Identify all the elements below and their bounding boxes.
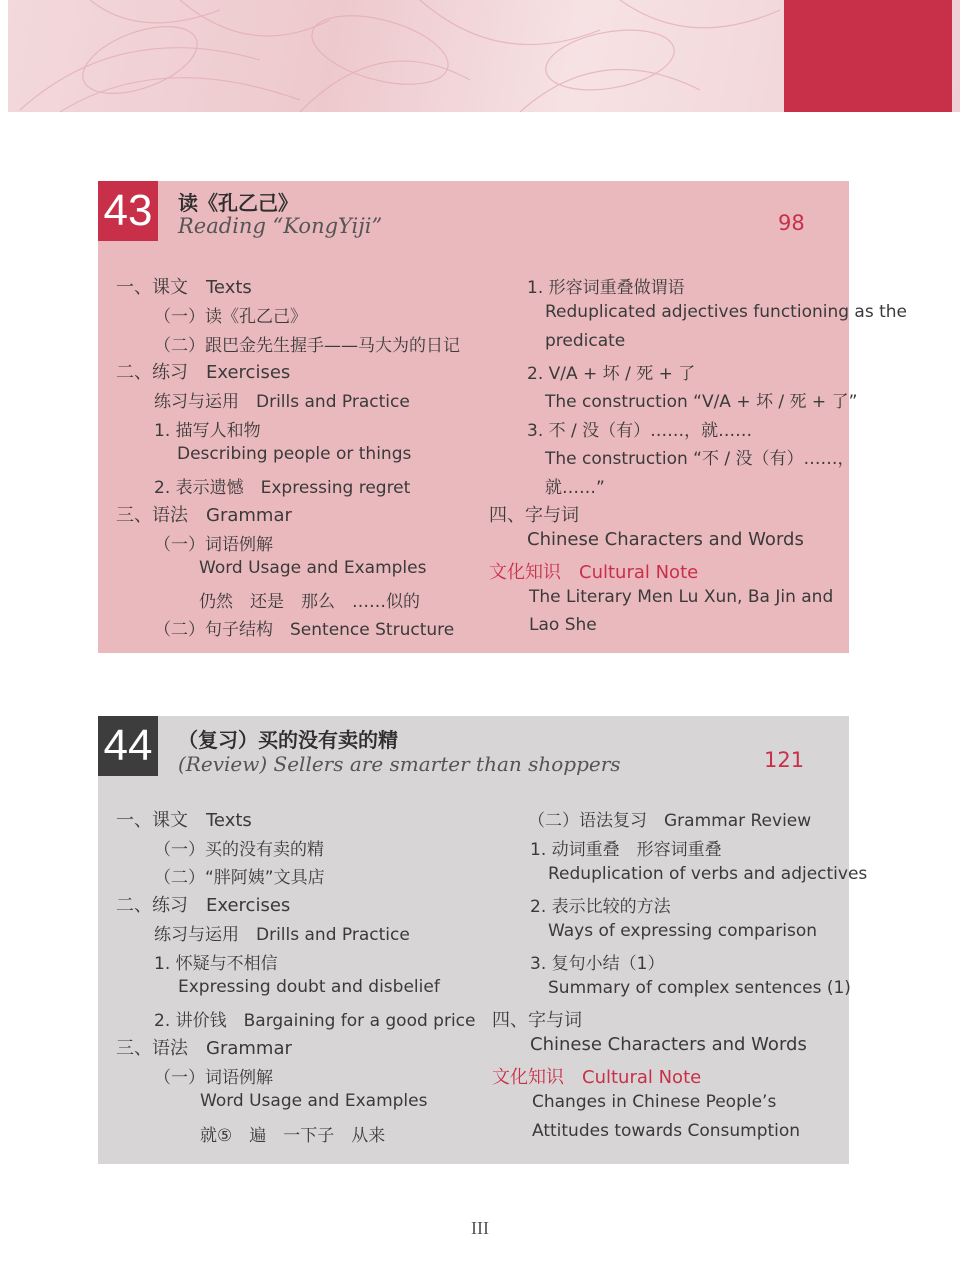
cultural-note-heading: 文化知识 Cultural Note (489, 562, 699, 583)
toc-entry: Word Usage and Examples (199, 558, 427, 578)
toc-entry: 3. 不 / 没（有）……，就…… (527, 421, 753, 441)
toc-entry: （一）读《孔乙己》 (154, 307, 307, 327)
toc-entry: Chinese Characters and Words (527, 529, 804, 550)
toc-entry: 二、练习 Exercises (116, 362, 291, 383)
toc-entry: predicate (545, 331, 626, 351)
toc-entry: The Literary Men Lu Xun, Ba Jin and (529, 587, 834, 607)
lesson-title-zh: 读《孔乙己》 (178, 191, 298, 215)
toc-entry: 2. 表示比较的方法 (530, 897, 671, 917)
toc-entry: Reduplicated adjectives functioning as the (545, 302, 908, 322)
toc-entry: 四、字与词 (492, 1010, 582, 1031)
toc-entry: 一、课文 Texts (116, 277, 252, 298)
toc-entry: Expressing doubt and disbelief (178, 977, 440, 997)
toc-entry: Lao She (529, 615, 597, 635)
lesson-43-panel (98, 181, 908, 653)
lesson-page-number: 98 (778, 211, 805, 235)
toc-entry: （二）跟巴金先生握手——马大为的日记 (154, 336, 460, 356)
toc-entry: Chinese Characters and Words (530, 1034, 807, 1055)
lesson-44-panel (98, 716, 868, 1164)
toc-entry: 二、练习 Exercises (116, 895, 291, 916)
toc-entry: 3. 复句小结（1） (530, 954, 665, 974)
toc-entry: 四、字与词 (489, 505, 579, 526)
toc-entry: 练习与运用 Drills and Practice (154, 925, 410, 945)
lesson-title-en: (Review) Sellers are smarter than shoppers (178, 752, 621, 776)
toc-entry: 三、语法 Grammar (116, 1038, 292, 1059)
toc-entry: Describing people or things (177, 444, 412, 464)
toc-entry: （二）句子结构 Sentence Structure (154, 620, 455, 640)
decorative-leaf-banner (0, 0, 960, 112)
toc-entry: Summary of complex sentences (1) (548, 978, 851, 998)
toc-entry: 1. 动词重叠 形容词重叠 (530, 840, 722, 860)
toc-entry: Ways of expressing comparison (548, 921, 818, 941)
lesson-title-en: Reading “KongYiji” (178, 214, 383, 238)
lesson-number-badge: 43 (98, 181, 158, 241)
cultural-note-heading: 文化知识 Cultural Note (492, 1067, 702, 1088)
toc-entry: （一）词语例解 (154, 535, 273, 555)
toc-entry: （一）买的没有卖的精 (154, 840, 324, 860)
toc-entry: 1. 怀疑与不相信 (154, 954, 278, 974)
lesson-page-number: 121 (764, 748, 805, 772)
toc-entry: The construction “不 / 没（有）……， (545, 449, 855, 469)
toc-entry: （二）“胖阿姨”文具店 (154, 868, 325, 888)
toc-entry: 2. V/A + 坏 / 死 + 了 (527, 364, 696, 384)
toc-entry: 练习与运用 Drills and Practice (154, 392, 410, 412)
toc-entry: The construction “V/A + 坏 / 死 + 了” (545, 392, 858, 412)
toc-entry: 就⑤ 遍 一下子 从来 (200, 1126, 386, 1146)
toc-entry: （二）语法复习 Grammar Review (528, 811, 812, 831)
lesson-number-badge: 44 (98, 716, 158, 776)
toc-entry: 一、课文 Texts (116, 810, 252, 831)
lesson-title-zh: （复习）买的没有卖的精 (178, 728, 398, 752)
toc-entry: 2. 讲价钱 Bargaining for a good price (154, 1011, 476, 1031)
toc-entry: 2. 表示遗憾 Expressing regret (154, 478, 411, 498)
page-number-footer: III (471, 1218, 489, 1238)
toc-entry: 1. 形容词重叠做谓语 (527, 278, 685, 298)
toc-entry: Reduplication of verbs and adjectives (548, 864, 868, 884)
toc-entry: 就……” (545, 478, 605, 498)
toc-entry: 1. 描写人和物 (154, 421, 261, 441)
toc-entry: 仍然 还是 那么 ……似的 (199, 592, 420, 612)
toc-entry: （一）词语例解 (154, 1068, 273, 1088)
toc-entry: 三、语法 Grammar (116, 505, 292, 526)
toc-entry: Word Usage and Examples (200, 1091, 428, 1111)
banner-accent-block (784, 0, 952, 112)
toc-entry: Attitudes towards Consumption (532, 1121, 801, 1141)
toc-entry: Changes in Chinese People’s (532, 1092, 777, 1112)
